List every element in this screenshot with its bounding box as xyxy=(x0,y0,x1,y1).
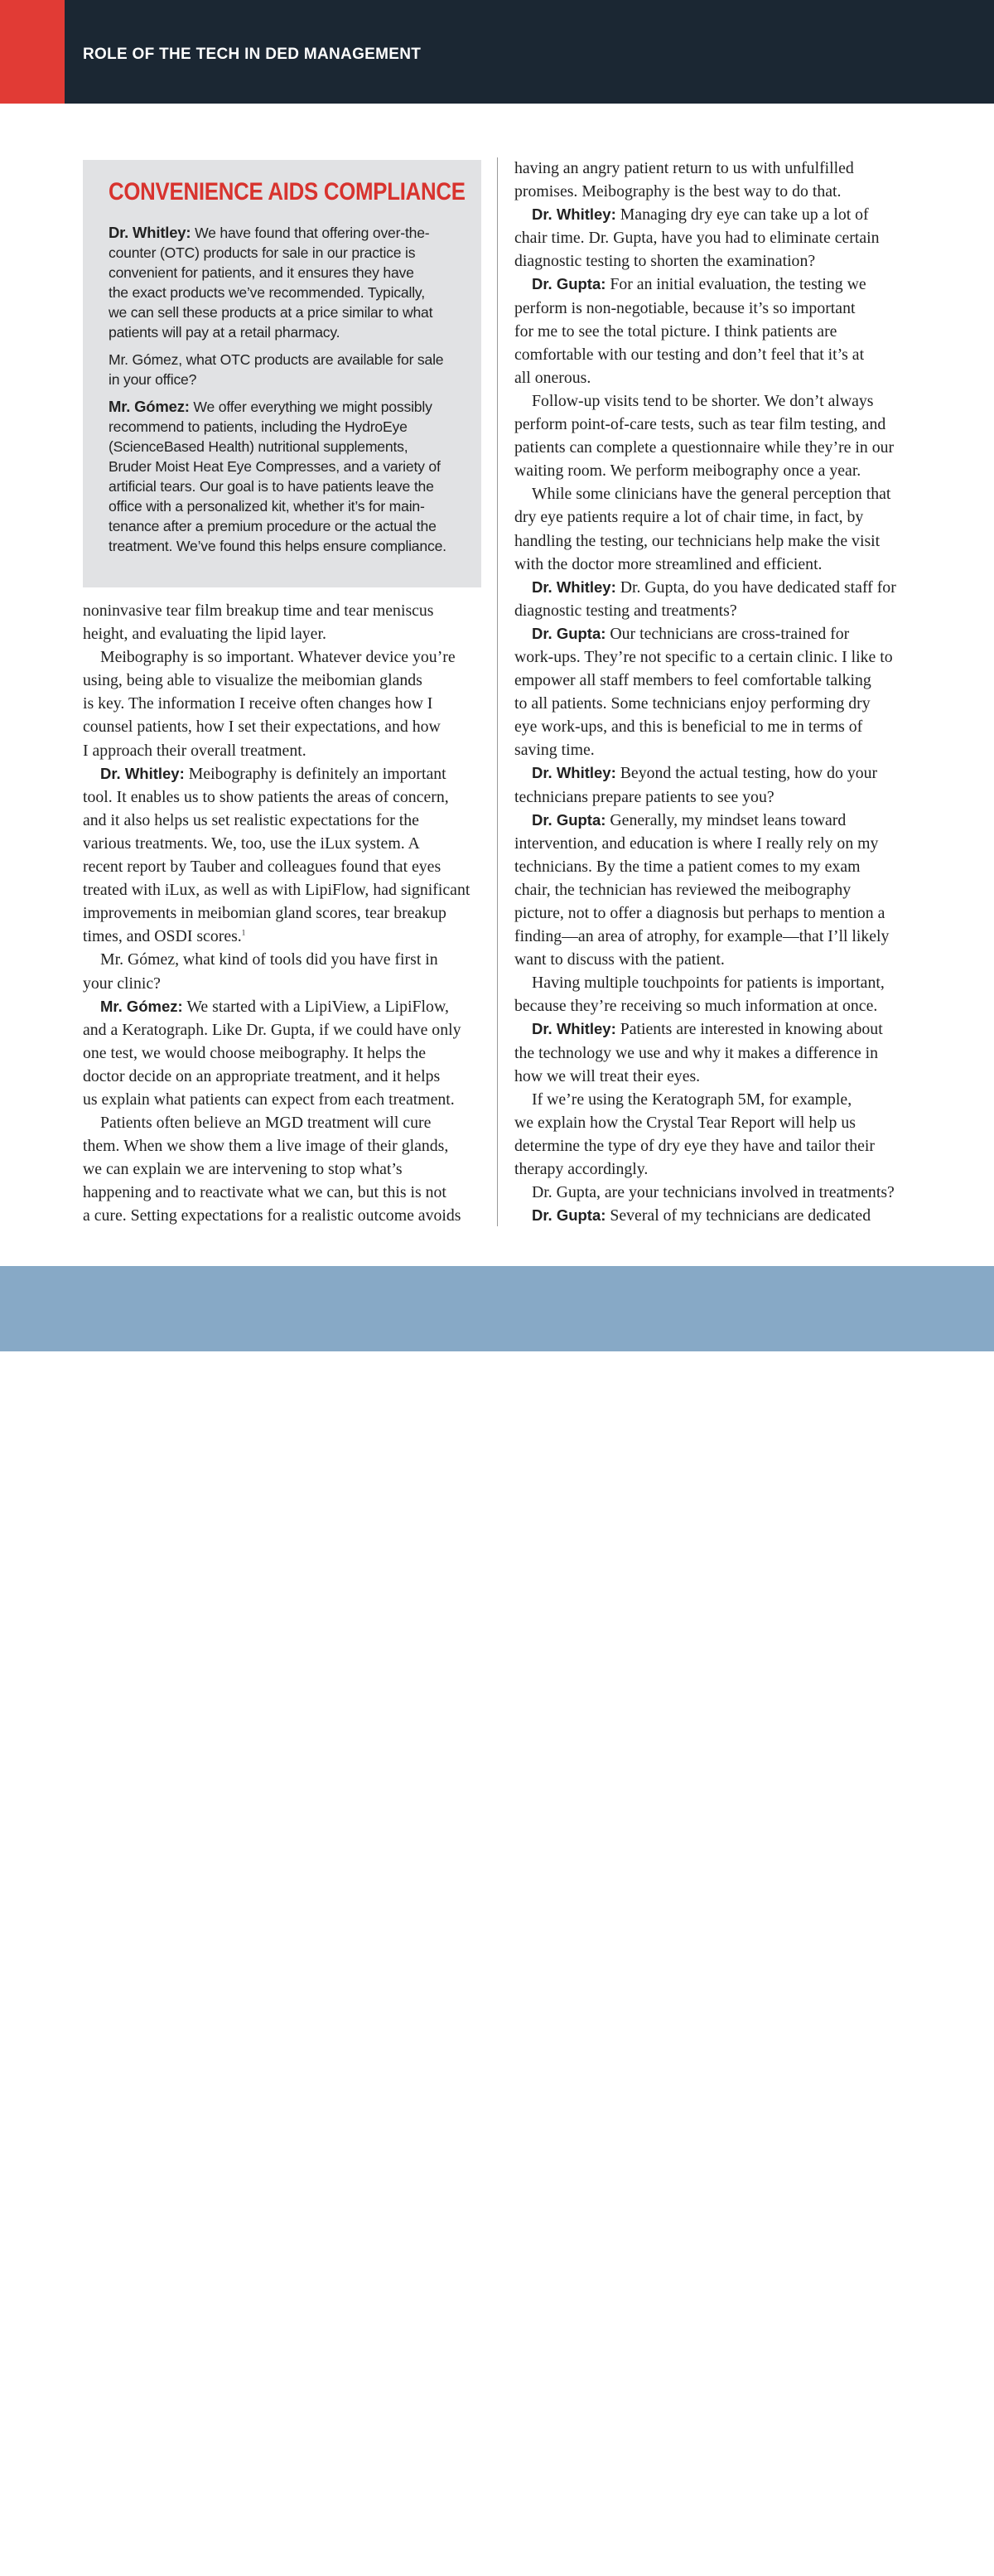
text-line: Patients often believe an MGD treatment will cure xyxy=(100,1114,432,1133)
text-line: determine the type of dry eye they have and tailor their xyxy=(514,1136,876,1155)
speaker-label: Dr. Whitley: xyxy=(532,578,616,596)
text-line: While some clinicians have the general perception that xyxy=(532,485,891,504)
reference-superscript: 1 xyxy=(241,928,246,937)
text-line: technicians prepare patients to see you? xyxy=(514,787,774,806)
text-line: eye work-ups, and this is beneficial to me in terms of xyxy=(514,718,863,737)
text-line: Meibography is so important. Whatever device you’re xyxy=(100,648,456,667)
text-line: patients can complete a questionnaire while they’re in our xyxy=(514,438,895,457)
text-line: Beyond the actual testing, how do your xyxy=(620,764,878,783)
body-paragraph xyxy=(83,948,489,994)
text-line: Dr. Gupta, do you have dedicated staff for xyxy=(620,578,896,597)
text-line: counter (OTC) products for sale in our practice is xyxy=(109,244,416,261)
speaker-label: Dr. Whitley: xyxy=(532,205,616,224)
text-line: Dr. Gupta, are your technicians involved in treatments? xyxy=(532,1183,895,1202)
text-line: Having multiple touchpoints for patients is important, xyxy=(532,974,885,993)
body-paragraph xyxy=(83,762,489,949)
text-line: chair, the technician has reviewed the meibography xyxy=(514,880,852,899)
text-line: one test, we would choose meibography. It helps the xyxy=(83,1043,427,1062)
body-paragraph xyxy=(514,1017,920,1087)
page-footer xyxy=(0,1266,994,2575)
sidebar-box xyxy=(83,160,481,587)
text-line: all onerous. xyxy=(514,368,591,387)
text-line: picture, not to offer a diagnosis but perhaps to mention a xyxy=(514,904,885,922)
section-title: ROLE OF THE TECH IN DED MANAGEMENT xyxy=(83,46,422,63)
text-line: Mr. Gómez, what OTC products are available for sale xyxy=(109,351,444,368)
text-line: them. When we show them a live image of their glands, xyxy=(83,1137,449,1156)
text-line: and it also helps us set realistic expectations for the xyxy=(83,810,419,829)
text-line: tool. It enables us to show patients the areas of concern, xyxy=(83,787,449,806)
text-line: perform is non-negotiable, because it’s so important xyxy=(514,298,856,317)
text-line: using, being able to visualize the meibomian glands xyxy=(83,671,422,690)
text-line: counsel patients, how I set their expectations, and how xyxy=(83,718,441,737)
text-line: improvements in meibomian gland scores, tear breakup xyxy=(83,904,446,923)
text-line: intervention, and education is where I really rely on my xyxy=(514,834,879,853)
text-line: comfortable with our testing and don’t feel that it’s at xyxy=(514,345,865,364)
text-line: Patients are interested in knowing about xyxy=(620,1020,883,1039)
text-line: We offer everything we might possibly xyxy=(193,399,432,415)
body-paragraph xyxy=(514,1088,920,1181)
text-line: want to discuss with the patient. xyxy=(514,950,725,969)
text-line: chair time. Dr. Gupta, have you had to eliminate certain xyxy=(514,229,880,248)
text-line: Generally, my mindset leans toward xyxy=(610,810,847,829)
speaker-label: Dr. Whitley: xyxy=(532,1020,616,1038)
speaker-label: Dr. Whitley: xyxy=(100,764,185,782)
left-column xyxy=(83,599,489,1228)
page-number: 6 xyxy=(82,2557,92,2575)
body-paragraph xyxy=(514,273,920,389)
text-line: we can sell these products at a price similar to what xyxy=(109,304,433,321)
body-paragraph xyxy=(83,995,489,1111)
text-line: Our technicians are cross-trained for xyxy=(610,624,850,643)
text-line: Bruder Moist Heat Eye Compresses, and a variety of xyxy=(109,458,441,475)
text-line: treated with iLux, as well as with LipiFlow, had significant xyxy=(83,881,470,900)
body-paragraph xyxy=(514,389,920,482)
text-line: promises. Meibography is the best way to do that. xyxy=(514,182,842,201)
text-line: having an angry patient return to us with unfulfilled xyxy=(514,159,854,177)
speaker-label: Mr. Gómez: xyxy=(109,398,190,415)
text-line: artificial tears. Our goal is to have patients leave the xyxy=(109,478,434,495)
body-paragraph xyxy=(514,203,920,273)
text-line: convenient for patients, and it ensures they have xyxy=(109,264,414,281)
text-line: saving time. xyxy=(514,741,595,760)
text-line: finding—an area of atrophy, for example—that I’ll likely xyxy=(514,927,890,946)
text-line: I approach their overall treatment. xyxy=(83,741,306,760)
text-line: is key. The information I receive often changes how I xyxy=(83,694,433,713)
text-line: for me to see the total picture. I think patients are xyxy=(514,321,837,341)
text-line: handling the testing, our technicians help make the visit xyxy=(514,531,881,550)
text-line: treatment. We’ve found this helps ensure compliance. xyxy=(109,538,446,554)
text-line: the technology we use and why it makes a difference in xyxy=(514,1043,879,1062)
text-line: to all patients. Some technicians enjoy performing dry xyxy=(514,694,871,713)
body-paragraph xyxy=(83,645,489,761)
sidebar-paragraph xyxy=(109,397,456,556)
text-line: office with a personalized kit, whether it’s for main- xyxy=(109,498,425,515)
text-line: doctor decide on an appropriate treatment, and it helps xyxy=(83,1066,441,1085)
text-line: because they’re receiving so much information at once. xyxy=(514,997,878,1016)
speaker-label: Dr. Whitley: xyxy=(109,224,191,241)
speaker-label: Dr. Gupta: xyxy=(532,624,606,642)
text-line: we can explain we are intervening to stop what’s xyxy=(83,1160,403,1179)
text-line: tenance after a premium procedure or the actual the xyxy=(109,518,437,534)
text-line: noninvasive tear film breakup time and tear meniscus xyxy=(83,602,434,620)
text-line: Meibography is definitely an important xyxy=(188,764,446,783)
text-line: We have found that offering over-the- xyxy=(195,225,430,241)
text-line: diagnostic testing to shorten the examination? xyxy=(514,252,816,271)
body-paragraph xyxy=(514,622,920,762)
body-paragraph xyxy=(514,809,920,972)
body-paragraph xyxy=(514,576,920,622)
body-paragraph xyxy=(83,599,489,645)
speaker-label: Dr. Gupta: xyxy=(532,1206,606,1225)
body-paragraph xyxy=(514,971,920,1017)
body-paragraph xyxy=(514,482,920,575)
text-line: work-ups. They’re not specific to a certain clinic. I like to xyxy=(514,647,893,666)
text-line: empower all staff members to feel comfortable talking xyxy=(514,671,871,690)
text-line: patients will pay at a retail pharmacy. xyxy=(109,324,340,341)
text-line: dry eye patients require a lot of chair time, in fact, by xyxy=(514,508,864,527)
sidebar-paragraph xyxy=(109,350,456,389)
body-paragraph xyxy=(83,1111,489,1227)
body-paragraph xyxy=(514,761,920,808)
text-line: the exact products we’ve recommended. Typically, xyxy=(109,284,425,301)
text-line: If we’re using the Keratograph 5M, for example, xyxy=(532,1090,852,1109)
header-accent-bar xyxy=(0,0,65,104)
text-line: and a Keratograph. Like Dr. Gupta, if we could have only xyxy=(83,1020,461,1039)
text-line: us explain what patients can expect from each treatment. xyxy=(83,1090,455,1109)
body-paragraph xyxy=(514,1204,920,1227)
page-header xyxy=(0,0,994,104)
text-line: various treatments. We, too, use the iLux system. A xyxy=(83,834,420,853)
speaker-label: Dr. Whitley: xyxy=(532,764,616,782)
sidebar-title: CONVENIENCE AIDS COMPLIANCE xyxy=(109,178,466,205)
text-line: diagnostic testing and treatments? xyxy=(514,601,737,620)
text-line: happening and to reactivate what we can, but this is not xyxy=(83,1183,446,1202)
text-line: height, and evaluating the lipid layer. xyxy=(83,625,326,644)
right-column xyxy=(514,157,920,1227)
text-line: your clinic? xyxy=(83,974,161,993)
speaker-label: Mr. Gómez: xyxy=(100,997,183,1015)
text-line: technicians. By the time a patient comes to my exam xyxy=(514,857,861,876)
sidebar-paragraph xyxy=(109,223,456,342)
text-line: perform point-of-care tests, such as tear film testing, and xyxy=(514,415,886,434)
text-line: a cure. Setting expectations for a realistic outcome avoids xyxy=(83,1206,461,1225)
column-divider xyxy=(497,157,498,1226)
speaker-label: Dr. Gupta: xyxy=(532,810,606,829)
text-line: Managing dry eye can take up a lot of xyxy=(620,205,869,225)
text-line: therapy accordingly. xyxy=(514,1160,649,1179)
speaker-label: Dr. Gupta: xyxy=(532,275,606,293)
body-paragraph xyxy=(514,1181,920,1204)
text-line: We started with a LipiView, a LipiFlow, xyxy=(186,997,449,1016)
text-line: For an initial evaluation, the testing we xyxy=(610,275,866,294)
text-line: Follow-up visits tend to be shorter. We don’t always xyxy=(532,391,874,410)
body-paragraph xyxy=(514,157,920,203)
text-line: (ScienceBased Health) nutritional supplements, xyxy=(109,438,408,455)
text-line: times, and OSDI scores. xyxy=(83,927,242,946)
text-line: Mr. Gómez, what kind of tools did you have first in xyxy=(100,950,438,969)
text-line: how we will treat their eyes. xyxy=(514,1066,701,1085)
text-line: we explain how the Crystal Tear Report will help us xyxy=(514,1113,856,1132)
text-line: in your office? xyxy=(109,371,197,388)
text-line: Several of my technicians are dedicated xyxy=(610,1206,871,1225)
text-line: recommend to patients, including the HydroEye xyxy=(109,418,408,435)
text-line: recent report by Tauber and colleagues found that eyes xyxy=(83,858,442,877)
text-line: waiting room. We perform meibography once a year. xyxy=(514,462,861,481)
text-line: with the doctor more streamlined and efficient. xyxy=(514,554,823,573)
